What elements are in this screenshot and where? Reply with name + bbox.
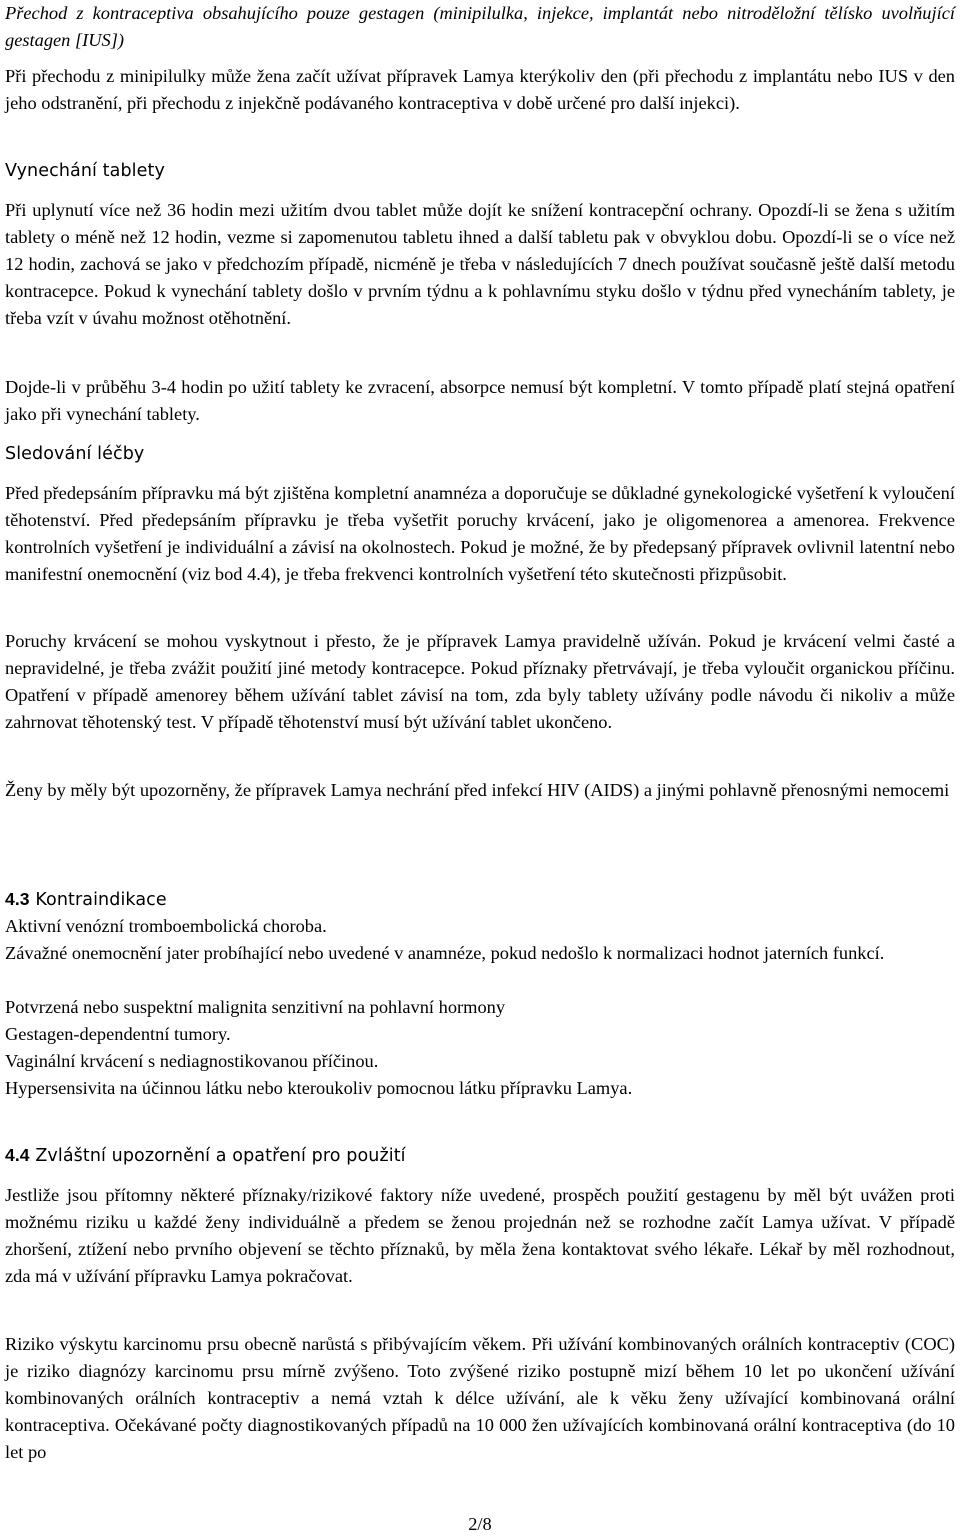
contraindication-item: Závažné onemocnění jater probíhající nebo uvedené v anamnéze, pokud nedošlo k normalizaci hodnot jaterních funkcí. <box>5 943 885 963</box>
missed-tablet-paragraph: Při uplynutí více než 36 hodin mezi užitím dvou tablet může dojít ke snížení kontracepční ochrany. Opozdí-li se žena s užitím tablety o méně než 12 hodin, vezme si zapomenutou tabletu ihned a další tabletu pak v obvyklou dobu. Opozdí-li se o více než 12 hodin, zachová se jako v předchozím případě, nicméně je třeba v následujících 7 dnech používat současně ještě další metodu kontracepce. Pokud k vynechání tablety došlo v prvním týdnu a k pohlavnímu styku došlo v týdnu před vynecháním tablety, je třeba vzít v úvahu možnost otěhotnění. <box>5 200 955 328</box>
contraindication-item: Gestagen-dependentní tumory. <box>5 1024 231 1044</box>
section-4-4-title: Zvláštní upozornění a opatření pro použití <box>35 1146 406 1166</box>
contraindication-item: Vaginální krvácení s nediagnostikovanou příčinou. <box>5 1051 379 1071</box>
contraindication-item: Hypersensivita na účinnou látku nebo kteroukoliv pomocnou látku přípravku Lamya. <box>5 1078 633 1098</box>
monitoring-paragraph-3: Ženy by měly být upozorněny, že přípravek Lamya nechrání před infekcí HIV (AIDS) a jinými pohlavně přenosnými nemocemi <box>5 780 950 800</box>
transition-paragraph: Při přechodu z minipilulky může žena začít užívat přípravek Lamya kterýkoliv den (při přechodu z implantátu nebo IUS v den jeho odstranění, při přechodu z injekčně podávaného kontraceptiva v době určené pro další injekci). <box>5 66 955 113</box>
transition-heading: Přechod z kontraceptiva obsahujícího pouze gestagen (minipilulka, injekce, implantát nebo nitroděložní tělísko uvolňující gestagen [IUS]) <box>5 3 955 50</box>
contraindication-item: Potvrzená nebo suspektní malignita senzitivní na pohlavní hormony <box>5 997 506 1017</box>
section-4-4-heading <box>5 1143 406 1168</box>
section-4-3-heading <box>5 887 167 912</box>
section-4-4-paragraph-1: Jestliže jsou přítomny některé příznaky/rizikové faktory níže uvedené, prospěch použití gestagenu by měl být uvážen proti možnému riziku u každé ženy individuálně a předem se ženou projednán než se rozhodne začít Lamya užívat. V případě zhoršení, ztížení nebo prvního objevení se těchto příznaků, by měla žena kontaktovat svého lékaře. Lékař by měl rozhodnout, zda má v užívání přípravku Lamya pokračovat. <box>5 1185 955 1286</box>
vomiting-paragraph: Dojde-li v průběhu 3-4 hodin po užití tablety ke zvracení, absorpce nemusí být kompletní. V tomto případě platí stejná opatření jako při vynechání tablety. <box>5 377 955 424</box>
section-4-4-paragraph-2: Riziko výskytu karcinomu prsu obecně narůstá s přibývajícím věkem. Při užívání kombinovaných orálních kontraceptiv (COC) je riziko diagnózy karcinomu prsu mírně zvýšeno. Toto zvýšené riziko postupně mizí během 10 let po ukončení užívání kombinovaných orálních kontraceptiv a nemá vztah k délce užívání, ale k věku ženy užívající kombinovaná orální kontraceptiva. Očekávané počty diagnostikovaných případů na 10 000 žen užívajících kombinovaná orální kontraceptiva (do 10 let po <box>5 1334 955 1462</box>
monitoring-paragraph-1: Před předepsáním přípravku má být zjištěna kompletní anamnéza a doporučuje se důkladné gynekologické vyšetření k vyloučení těhotenství. Před předepsáním přípravku je třeba vyšetřit poruchy krvácení, jako je oligomenorea a amenorea. Frekvence kontrolních vyšetření je individuální a závisí na okolnostech. Pokud je možné, že by předepsaný přípravek ovlivnil latentní nebo manifestní onemocnění (viz bod 4.4), je třeba frekvenci kontrolních vyšetření této skutečnosti přizpůsobit. <box>5 483 955 584</box>
page-number: 2/8 <box>468 1514 492 1534</box>
contraindication-item: Aktivní venózní tromboembolická choroba. <box>5 916 327 936</box>
section-4-4-number: 4.4 <box>5 1145 30 1165</box>
monitoring-paragraph-2: Poruchy krvácení se mohou vyskytnout i přesto, že je přípravek Lamya pravidelně užíván. Pokud je krvácení velmi časté a nepravidelné, je třeba zvážit použití jiné metody kontracepce. Pokud příznaky přetrvávají, je třeba vyloučit organickou příčinu. Opatření v případě amenorey během užívání tablet závisí na tom, zda byly tablety užívány podle návodu či nikoliv a může zahrnovat těhotenský test. V případě těhotenství musí být užívání tablet ukončeno. <box>5 631 955 732</box>
monitoring-heading: Sledování léčby <box>5 444 145 464</box>
section-4-3-title: Kontraindikace <box>35 890 167 910</box>
section-4-3-number: 4.3 <box>5 889 30 909</box>
missed-tablet-heading: Vynechání tablety <box>5 161 165 181</box>
